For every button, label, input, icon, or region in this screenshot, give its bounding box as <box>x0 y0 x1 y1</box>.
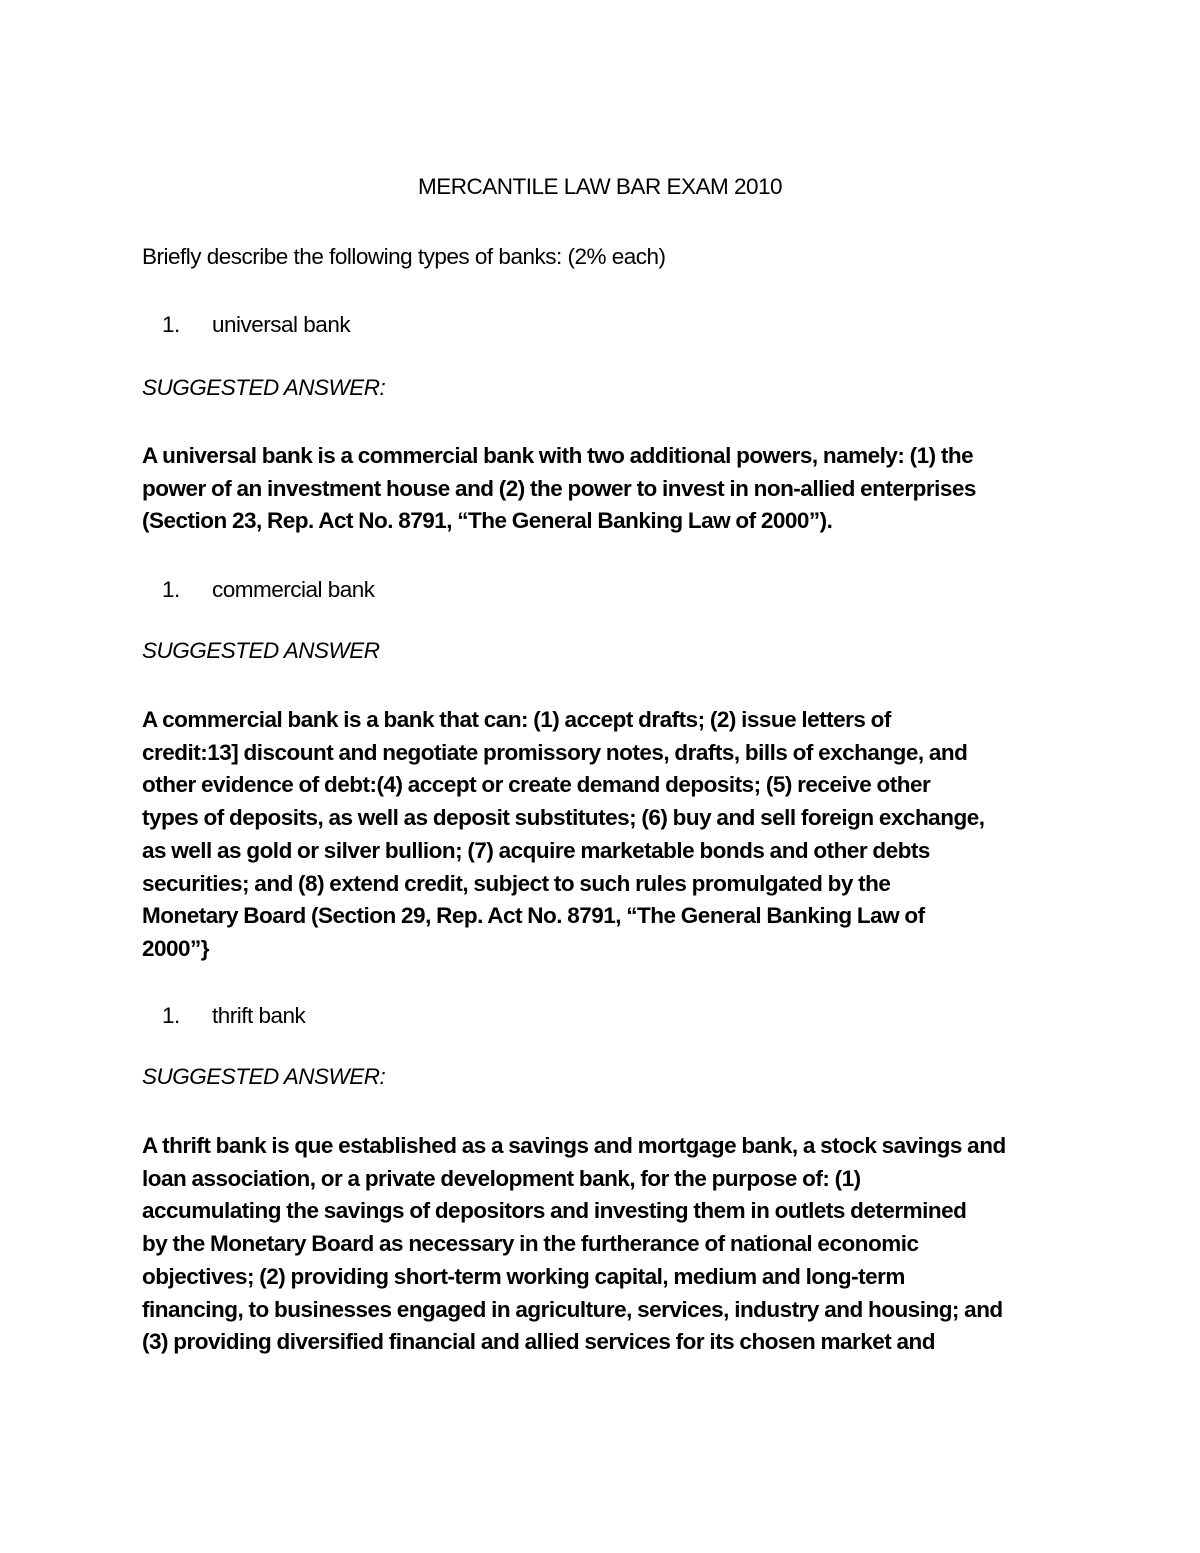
list-item-label: commercial bank <box>212 577 375 602</box>
answer-line: types of deposits, as well as deposit substitutes; (6) buy and sell foreign exchange, <box>142 805 985 831</box>
answer-line: by the Monetary Board as necessary in the furtherance of national economic <box>142 1231 919 1257</box>
list-item-thrift-bank <box>162 1001 305 1031</box>
answer-line: objectives; (2) providing short-term working capital, medium and long-term <box>142 1263 905 1289</box>
answer-line: loan association, or a private development bank, for the purpose of: (1) <box>142 1165 861 1191</box>
answer-paragraph <box>142 704 1072 966</box>
answer-line: (3) providing diversified financial and allied services for its chosen market and <box>142 1329 936 1355</box>
answer-paragraph <box>142 1130 1072 1359</box>
answer-label: SUGGESTED ANSWER: <box>142 375 386 400</box>
answer-line: A commercial bank is a bank that can: (1) accept drafts; (2) issue letters of <box>142 707 891 732</box>
answer-line: Monetary Board (Section 29, Rep. Act No. 8791, “The General Banking Law of <box>142 903 925 929</box>
list-number: 1. <box>162 1003 180 1028</box>
list-number: 1. <box>162 312 180 337</box>
page-title: MERCANTILE LAW BAR EXAM 2010 <box>417 174 783 199</box>
answer-line: A thrift bank is que established as a savings and mortgage bank, a stock savings and <box>142 1133 1006 1158</box>
answer-line: accumulating the savings of depositors and investing them in outlets determined <box>142 1198 967 1224</box>
list-item-universal-bank <box>162 310 350 340</box>
answer-line: other evidence of debt:(4) accept or create demand deposits; (5) receive other <box>142 772 931 798</box>
answer-line: as well as gold or silver bullion; (7) acquire marketable bonds and other debts <box>142 837 930 863</box>
answer-line: (Section 23, Rep. Act No. 8791, “The General Banking Law of 2000”). <box>142 508 833 534</box>
list-number: 1. <box>162 577 180 602</box>
answer-line: power of an investment house and (2) the power to invest in non-allied enterprises <box>142 475 976 501</box>
answer-label: SUGGESTED ANSWER: <box>142 1064 386 1089</box>
answer-line: securities; and (8) extend credit, subject to such rules promulgated by the <box>142 870 891 896</box>
answer-label: SUGGESTED ANSWER <box>142 638 380 663</box>
answer-line: financing, to businesses engaged in agriculture, services, industry and housing; and <box>142 1296 1003 1322</box>
list-item-label: universal bank <box>212 312 351 337</box>
list-item-commercial-bank <box>162 575 375 605</box>
answer-line: credit:13] discount and negotiate promissory notes, drafts, bills of exchange, and <box>142 739 968 765</box>
answer-line: 2000”} <box>142 935 210 961</box>
answer-paragraph <box>142 440 1072 538</box>
answer-line: A universal bank is a commercial bank with two additional powers, namely: (1) the <box>142 443 974 468</box>
list-item-label: thrift bank <box>212 1003 306 1028</box>
instruction-text: Briefly describe the following types of banks: (2% each) <box>142 244 666 269</box>
